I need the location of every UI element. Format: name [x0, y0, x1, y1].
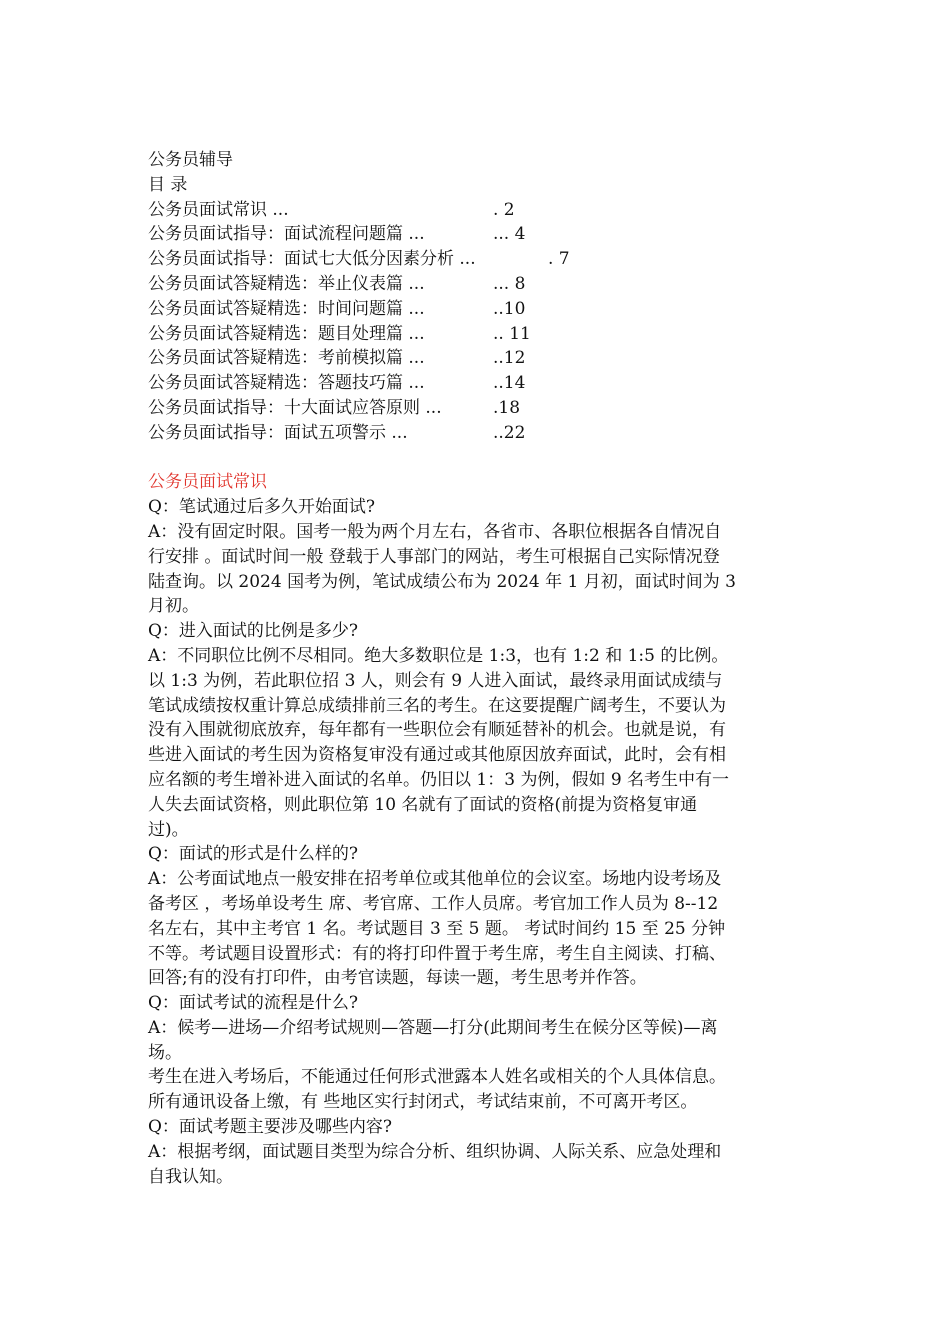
text-line: A：不同职位比例不尽相同。绝大多数职位是 1:3，也有 1:2 和 1:5 的比例。 [148, 645, 729, 666]
text-line: 没有入围就彻底放弃，每年都有一些职位会有顺延替补的机会。也就是说，有 [148, 720, 726, 741]
toc-item-title: 公务员面试指导：面试七大低分因素分析 ... [148, 249, 476, 270]
toc-item-title: 公务员面试答疑精选：考前模拟篇 ... [148, 348, 425, 369]
toc-item-page: .. 11 [493, 323, 531, 344]
text-line: 笔试成绩按权重计算总成绩排前三名的考生。在这要提醒广阔考生，不要认为 [148, 695, 726, 716]
toc-item-title: 公务员面试指导：面试五项警示 ... [148, 422, 408, 443]
toc-item-page: ..14 [493, 373, 526, 394]
toc-item-page: .18 [493, 397, 521, 418]
toc-item-page: ..12 [493, 348, 526, 369]
text-line: 些进入面试的考生因为资格复审没有通过或其他原因放弃面试，此时，会有相 [148, 745, 726, 766]
text-line: A：候考—进场—介绍考试规则—答题—打分(此期间考生在候分区等候)—离 [148, 1017, 718, 1038]
text-line: 自我认知。 [148, 1166, 233, 1187]
toc-item-page: ... 4 [493, 224, 526, 245]
text-line: 不等。考试题目设置形式：有的将打印件置于考生席，考生自主阅读、打稿、 [148, 943, 726, 964]
text-line: Q：面试考题主要涉及哪些内容? [148, 1117, 393, 1138]
text-line: 备考区 ，考场单设考生 席、考官席、工作人员席。考官加工作人员为 8--12 [148, 893, 719, 914]
document-page [148, 148, 808, 1189]
text-line: 考生在进入考场后，不能通过任何形式泄露本人姓名或相关的个人具体信息。 [148, 1067, 726, 1088]
text-line: Q：进入面试的比例是多少? [148, 621, 359, 642]
text-line: Q：面试考试的流程是什么? [148, 993, 359, 1014]
toc-item[interactable] [148, 371, 808, 396]
toc-item-title: 公务员面试答疑精选：时间问题篇 ... [148, 298, 425, 319]
section-title: 公务员面试常识 [148, 472, 267, 493]
text-line: 以 1:3 为例，若此职位招 3 人，则会有 9 人进入面试，最终录用面试成绩与 [148, 670, 723, 691]
text-line: 回答;有的没有打印件，由考官读题，每读一题，考生思考并作答。 [148, 968, 647, 989]
text-line: Q：笔试通过后多久开始面试? [148, 497, 376, 518]
toc-item-page: ..22 [493, 422, 526, 443]
text-line: 人失去面试资格，则此职位第 10 名就有了面试的资格(前提为资格复审通 [148, 794, 698, 815]
text-line: 所有通讯设备上缴，有 些地区实行封闭式，考试结束前，不可离开考区。 [148, 1092, 698, 1113]
text-line: A：公考面试地点一般安排在招考单位或其他单位的会议室。场地内设考场及 [148, 869, 722, 890]
toc-item[interactable] [148, 247, 808, 272]
toc-item[interactable] [148, 346, 808, 371]
section-body [148, 495, 808, 1189]
toc-item[interactable] [148, 396, 808, 421]
toc-item[interactable] [148, 198, 808, 223]
toc-heading: 目 录 [148, 174, 188, 195]
toc-item-page: ... 8 [493, 273, 526, 294]
toc-item-page: . 2 [493, 199, 515, 220]
text-line: A：根据考纲，面试题目类型为综合分析、组织协调、人际关系、应急处理和 [148, 1141, 722, 1162]
toc-item[interactable] [148, 297, 808, 322]
toc-item[interactable] [148, 222, 808, 247]
toc-item-title: 公务员面试答疑精选：举止仪表篇 ... [148, 273, 425, 294]
document-title: 公务员辅导 [148, 150, 233, 170]
spacer [148, 446, 808, 471]
text-line: 应名额的考生增补进入面试的名单。仍旧以 1：3 为例，假如 9 名考生中有一 [148, 769, 730, 790]
toc-item-page: . 7 [548, 249, 570, 270]
text-line: Q：面试的形式是什么样的? [148, 844, 359, 865]
toc-item-title: 公务员面试答疑精选：答题技巧篇 ... [148, 373, 425, 394]
text-line: 月初。 [148, 596, 199, 617]
toc-item-title: 公务员面试指导：面试流程问题篇 ... [148, 224, 425, 245]
text-line: 陆查询。以 2024 国考为例，笔试成绩公布为 2024 年 1 月初，面试时间为 3 [148, 571, 736, 592]
toc-item-title: 公务员面试指导：十大面试应答原则 ... [148, 397, 442, 418]
text-line: 名左右，其中主考官 1 名。考试题目 3 至 5 题。 考试时间约 15 至 25 分钟 [148, 918, 726, 939]
text-line: 场。 [148, 1042, 182, 1063]
toc-item-title: 公务员面试常识 ... [148, 199, 289, 220]
toc-item[interactable] [148, 272, 808, 297]
text-line: 行安排 。面试时间一般 登载于人事部门的网站，考生可根据自己实际情况登 [148, 546, 720, 567]
text-line: 过)。 [148, 819, 189, 840]
toc-item-title: 公务员面试答疑精选：题目处理篇 ... [148, 323, 425, 344]
text-line: A：没有固定时限。国考一般为两个月左右，各省市、各职位根据各自情况自 [148, 521, 722, 542]
table-of-contents [148, 198, 808, 446]
toc-item-page: ..10 [493, 298, 526, 319]
toc-item[interactable] [148, 322, 808, 347]
toc-item[interactable] [148, 421, 808, 446]
